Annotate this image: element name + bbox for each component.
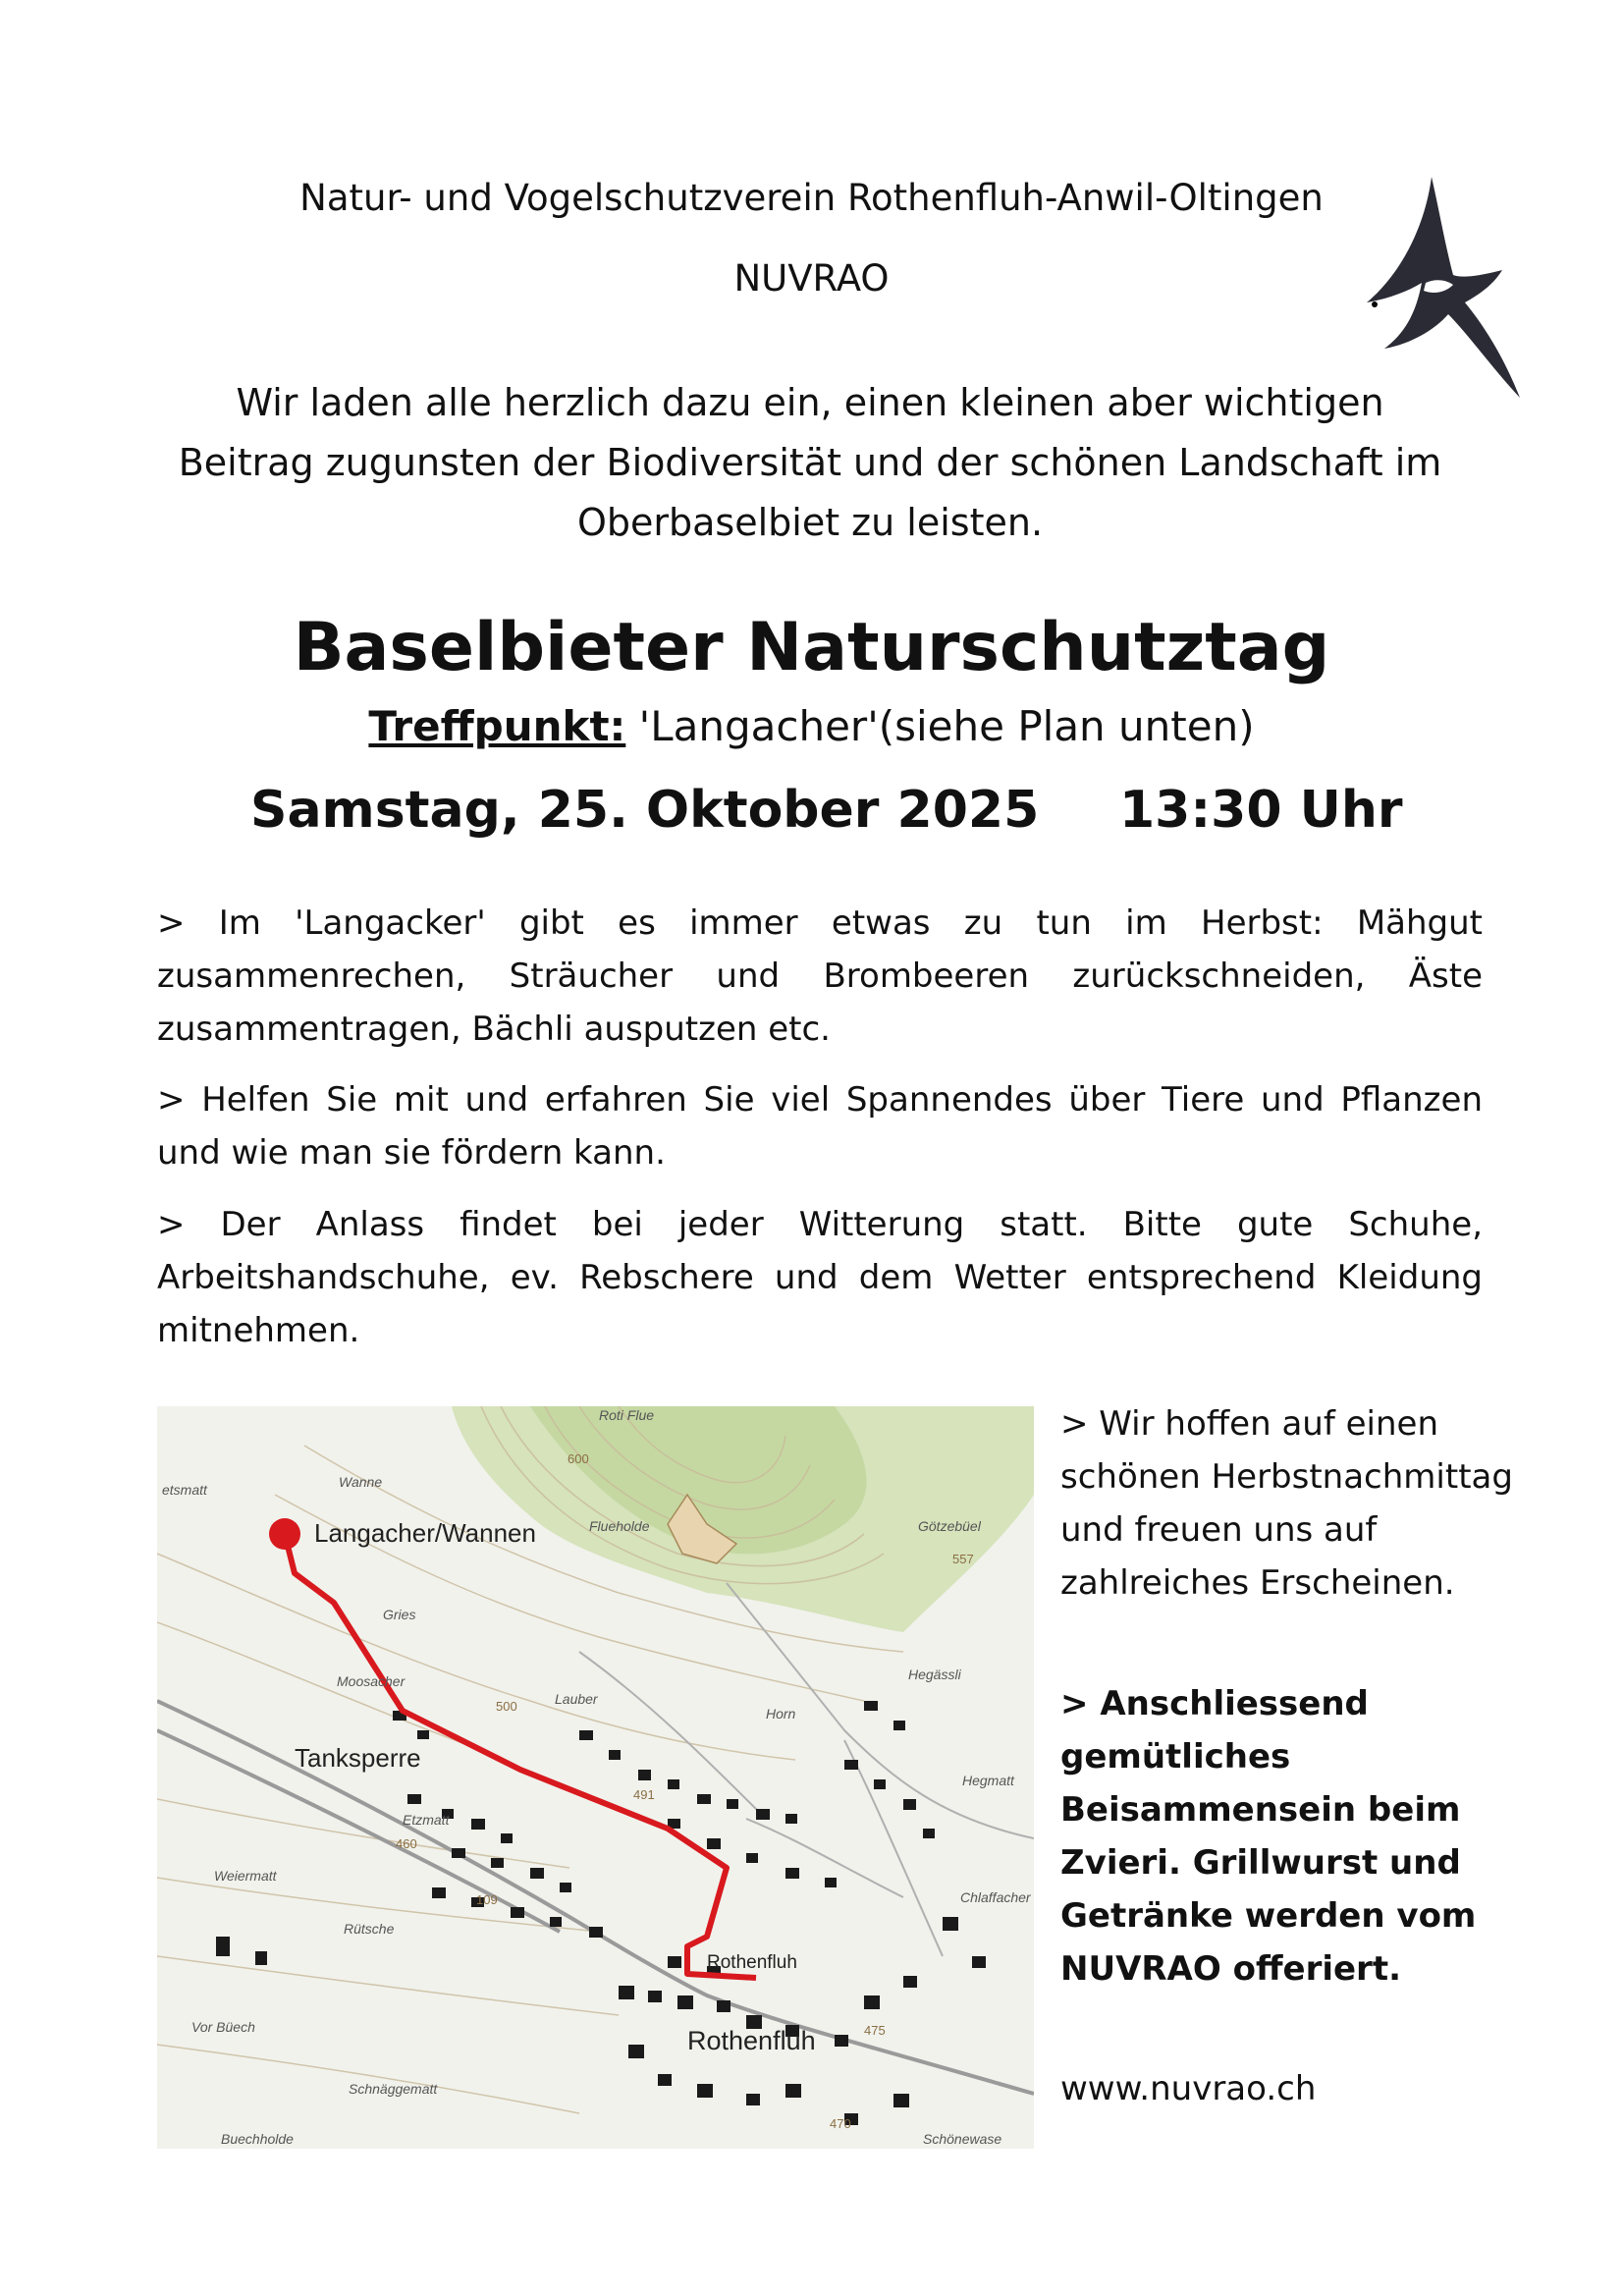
map-elevation-460: 460 <box>396 1836 417 1851</box>
location-map <box>157 1406 1034 2149</box>
map-label-weiermatt: Weiermatt <box>214 1868 277 1884</box>
map-label-hegmatt: Hegmatt <box>962 1773 1014 1788</box>
side-text-hope: > Wir hoffen auf einen schönen Herbstnachmittag und freuen uns auf zahlreiches Erscheinen. <box>1060 1404 1513 1603</box>
side-text-zvieri: > Anschliessend gemütliches Beisammensein beim Zvieri. Grillwurst und Getränke werden vom NUVRAO offeriert. <box>1060 1684 1477 1989</box>
map-label-wanne: Wanne <box>339 1474 383 1490</box>
map-label-vor-buech: Vor Büech <box>191 2019 255 2035</box>
map-label-lauber: Lauber <box>555 1691 598 1707</box>
map-label-schnaeggematt: Schnäggematt <box>349 2081 438 2097</box>
map-label-etsmatt: etsmatt <box>162 1482 207 1498</box>
paragraph-help: > Helfen Sie mit und erfahren Sie viel Spannendes über Tiere und Pflanzen und wie man sie fördern kann. <box>157 1080 1483 1173</box>
map-label-ruetsche: Rütsche <box>344 1921 395 1937</box>
map-label-rothenfluh: Rothenfluh <box>687 2026 816 2055</box>
paragraph-tasks: > Im 'Langacker' gibt es immer etwas zu tun im Herbst: Mähgut zusammenrechen, Sträucher und Brombeeren zurückschneiden, Äste zusammentragen, Bächli ausputzen etc. <box>157 903 1483 1049</box>
map-label-horn: Horn <box>766 1706 796 1722</box>
map-label-gries: Gries <box>383 1607 416 1622</box>
map-elevation-500: 500 <box>496 1699 517 1714</box>
meeting-text: 'Langacher'(siehe Plan unten) <box>625 702 1255 750</box>
intro-text: Wir laden alle herzlich dazu ein, einen kleinen aber wichtigen Beitrag zugunsten der Biodiversität und der schönen Landschaft im Oberbaselbiet zu leisten. <box>178 381 1442 544</box>
paragraph-weather: > Der Anlass findet bei jeder Witterung statt. Bitte gute Schuhe, Arbeitshandschuhe, ev. Rebschere und dem Wetter entsprechend Kleidung mitnehmen. <box>157 1205 1483 1350</box>
org-name: Natur- und Vogelschutzverein Rothenfluh-Anwil-Oltingen <box>299 177 1324 219</box>
event-time: 13:30 Uhr <box>1119 781 1403 840</box>
map-label-schoenewase: Schönewase <box>923 2131 1002 2147</box>
map-label-chlaffacher: Chlaffacher <box>960 1889 1031 1905</box>
map-label-goetzebuel: Götzebüel <box>918 1518 981 1534</box>
map-elevation-491: 491 <box>633 1787 655 1802</box>
map-label-flueholde: Flueholde <box>589 1518 650 1534</box>
map-label-langacher: Langacher/Wannen <box>314 1518 536 1548</box>
event-title: Baselbieter Naturschutztag <box>293 609 1330 686</box>
meeting-point <box>0 702 1623 750</box>
map-elevation-470: 470 <box>830 2116 851 2131</box>
map-label-hegaessli: Hegässli <box>908 1667 961 1682</box>
website-link[interactable]: www.nuvrao.ch <box>1060 2069 1317 2108</box>
map-road-number-109: 109 <box>476 1892 498 1907</box>
map-label-roti-flue: Roti Flue <box>599 1407 655 1423</box>
map-label-moosacher: Moosacher <box>337 1673 406 1689</box>
map-elevation-557: 557 <box>952 1552 974 1566</box>
map-elevation-600: 600 <box>568 1451 589 1466</box>
event-date: Samstag, 25. Oktober 2025 <box>250 781 1040 840</box>
map-elevation-475: 475 <box>864 2023 886 2038</box>
map-label-rothenfluh-small: Rothenfluh <box>707 1952 797 1973</box>
map-label-tanksperre: Tanksperre <box>295 1743 421 1773</box>
map-label-buechholde: Buechholde <box>221 2131 294 2147</box>
meeting-label: Treffpunkt: <box>368 702 626 750</box>
meeting-point-marker <box>269 1518 300 1550</box>
org-abbreviation: NUVRAO <box>733 257 890 300</box>
map-label-etzmatt: Etzmatt <box>403 1812 450 1828</box>
